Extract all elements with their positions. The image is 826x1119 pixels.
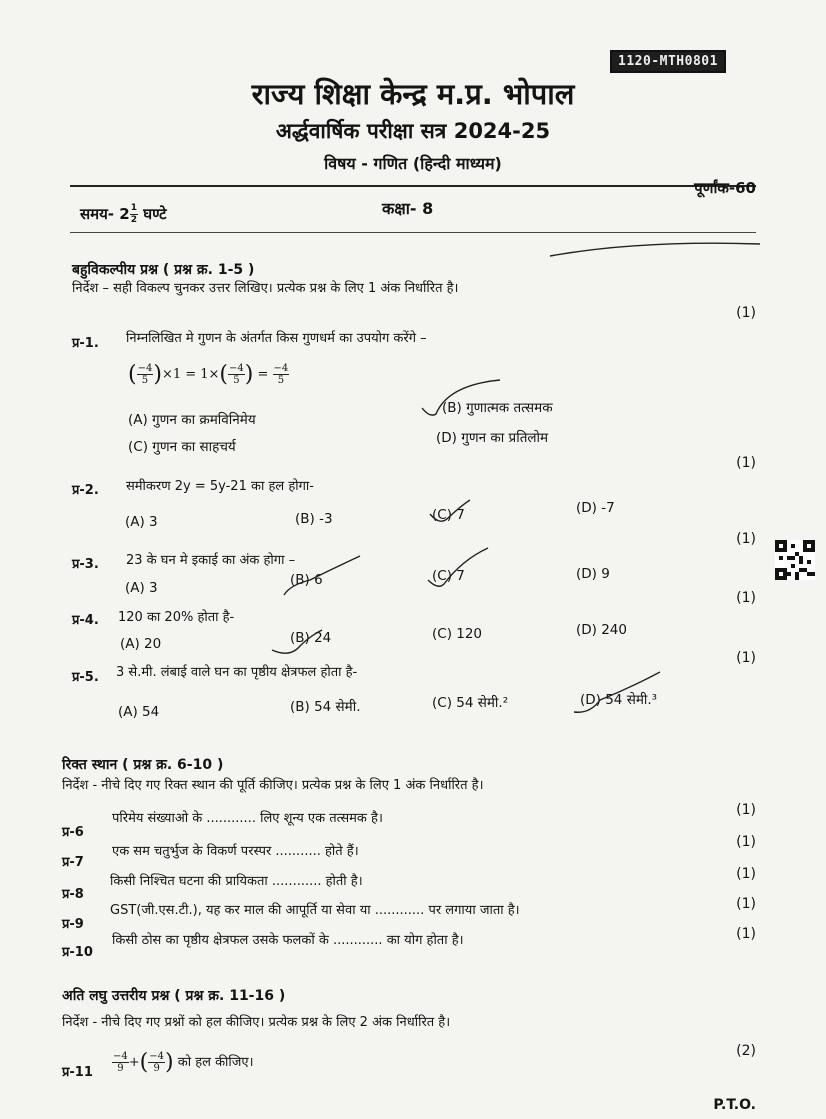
q2-marks: (1) — [736, 455, 756, 471]
q9-number: प्र-9 — [62, 917, 84, 932]
q5-option-a: (A) 54 — [118, 704, 160, 720]
exam-time: समय- 2 $\frac{1}{2}$ घण्टे — [80, 203, 167, 225]
q5-option-b: (B) 54 सेमी. — [290, 699, 361, 715]
q1-option-b: (B) गुणात्मक तत्समक — [442, 400, 553, 416]
exam-title: अर्द्धवार्षिक परीक्षा सत्र 2024-25 — [275, 119, 551, 143]
q4-text: 120 का 20% होता है- — [118, 610, 235, 625]
q4-option-b: (B) 24 — [290, 630, 332, 646]
q6-marks: (1) — [736, 802, 756, 818]
q2-option-c: (C) 7 — [432, 507, 465, 523]
q1-expression: ( $\frac{-4}{5}$ )×1 = 1×( $\frac{-4}{5}$ ) = $\frac{-4}{5}$ — [128, 362, 289, 387]
q8-text: किसी निश्चित घटना की प्रायिकता ............ होती है। — [110, 874, 363, 889]
section-a-instruction: निर्देश – सही विकल्प चुनकर उत्तर लिखिए। प्रत्येक प्रश्न के लिए 1 अंक निर्धारित है। — [72, 281, 459, 296]
q3-text: 23 के घन मे इकाई का अंक होगा – — [126, 553, 296, 568]
organization-title: राज्य शिक्षा केन्द्र म.प्र. भोपाल — [251, 77, 575, 111]
q11-expression: $\frac{-4}{9}$ +( $\frac{-4}{9}$ ) को हल कीजिए। — [113, 1050, 254, 1075]
q7-text: एक सम चतुर्भुज के विकर्ण परस्पर ........... होते हैं। — [112, 844, 359, 859]
q2-option-d: (D) -7 — [576, 500, 615, 516]
q4-option-a: (A) 20 — [120, 636, 162, 652]
q1-number: प्र-1. — [72, 336, 99, 351]
q4-tick-mark — [272, 630, 322, 653]
q3-b-strike-mark — [284, 556, 360, 595]
q3-number: प्र-3. — [72, 557, 99, 572]
q8-marks: (1) — [736, 866, 756, 882]
q10-number: प्र-10 — [62, 945, 93, 960]
q4-option-d: (D) 240 — [576, 622, 627, 638]
q3-option-b: (B) 6 — [290, 572, 323, 588]
q2-tick-mark — [430, 500, 470, 521]
q1-tick-mark — [422, 380, 500, 415]
section-b-title: रिक्त स्थान ( प्रश्न क्र. 6-10 ) — [62, 757, 224, 773]
q1-option-a: (A) गुणन का क्रमविनिमेय — [128, 412, 256, 428]
q3-marks: (1) — [736, 531, 756, 547]
q6-text: परिमेय संख्याओ के ............ लिए शून्य एक तत्समक है। — [112, 811, 383, 826]
section-c-instruction: निर्देश - नीचे दिए गए प्रश्नों को हल कीजिए। प्रत्येक प्रश्न के लिए 2 अंक निर्धारित है। — [62, 1015, 451, 1030]
header-pen-stroke — [550, 243, 760, 256]
q3-option-d: (D) 9 — [576, 566, 610, 582]
q1-text: निम्नलिखित मे गुणन के अंतर्गत किस गुणधर्म का उपयोग करेंगे – — [126, 331, 427, 346]
q3-tick-mark — [428, 548, 488, 586]
q4-number: प्र-4. — [72, 613, 99, 628]
q2-option-a: (A) 3 — [125, 514, 158, 530]
q3-option-c: (C) 7 — [432, 568, 465, 584]
paper-code: 1120-MTH0801 — [610, 50, 726, 73]
page-turn-over: P.T.O. — [713, 1097, 756, 1113]
q11-number: प्र-11 — [62, 1065, 93, 1080]
q3-option-a: (A) 3 — [125, 580, 158, 596]
q5-number: प्र-5. — [72, 670, 99, 685]
q2-text: समीकरण 2y = 5y-21 का हल होगा- — [126, 479, 314, 494]
q8-number: प्र-8 — [62, 887, 84, 902]
section-a-title: बहुविकल्पीय प्रश्न ( प्रश्न क्र. 1-5 ) — [72, 262, 255, 278]
section-c-title: अति लघु उत्तरीय प्रश्न ( प्रश्न क्र. 11-16 ) — [62, 988, 286, 1004]
q7-number: प्र-7 — [62, 855, 84, 870]
q5-option-c: (C) 54 सेमी.² — [432, 695, 509, 711]
q5-text: 3 से.मी. लंबाई वाले घन का पृष्ठीय क्षेत्रफल होता है- — [116, 665, 358, 680]
q9-marks: (1) — [736, 896, 756, 912]
q2-number: प्र-2. — [72, 483, 99, 498]
q4-option-c: (C) 120 — [432, 626, 483, 642]
q2-option-b: (B) -3 — [295, 511, 333, 527]
total-marks: पूर्णांक-60 — [694, 179, 756, 197]
q9-text: GST(जी.एस.टी.), यह कर माल की आपूर्ति या सेवा या ............ पर लगाया जाता है। — [110, 903, 520, 918]
q5-tick-mark — [574, 672, 660, 712]
q1-option-c: (C) गुणन का साहचर्य — [128, 439, 236, 455]
q11-marks: (2) — [736, 1043, 756, 1059]
q10-marks: (1) — [736, 926, 756, 942]
q7-marks: (1) — [736, 834, 756, 850]
section-b-instruction: निर्देश - नीचे दिए गए रिक्त स्थान की पूर्ति कीजिए। प्रत्येक प्रश्न के लिए 1 अंक निर्धारित है। — [62, 778, 484, 793]
q5-option-d: (D) 54 सेमी.³ — [580, 692, 658, 708]
q1-marks: (1) — [736, 305, 756, 321]
subject-title: विषय - गणित (हिन्दी माध्यम) — [324, 154, 502, 173]
class-label: कक्षा- 8 — [382, 199, 434, 218]
q5-marks: (1) — [736, 650, 756, 666]
q1-option-d: (D) गुणन का प्रतिलोम — [436, 430, 549, 446]
q10-text: किसी ठोस का पृष्ठीय क्षेत्रफल उसके फलकों के ............ का योग होता है। — [112, 933, 464, 948]
q6-number: प्र-6 — [62, 825, 84, 840]
qr-code — [775, 540, 815, 580]
q4-marks: (1) — [736, 590, 756, 606]
